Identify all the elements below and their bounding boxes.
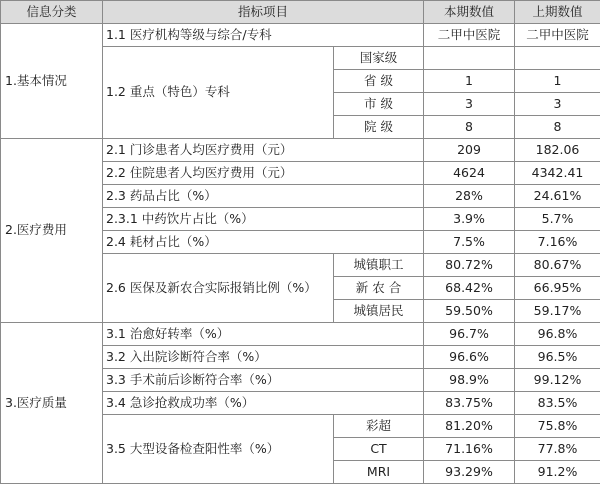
table-row <box>1 323 600 346</box>
previous-value: 83.5% <box>515 392 600 415</box>
sub-label: 省 级 <box>334 70 424 93</box>
indicator-cell: 3.2 入出院诊断符合率（%） <box>103 346 424 369</box>
previous-value: 24.61% <box>515 185 600 208</box>
current-value: 93.29% <box>424 461 515 484</box>
indicator-cell: 3.3 手术前后诊断符合率（%） <box>103 369 424 392</box>
previous-value: 66.95% <box>515 277 600 300</box>
header-current: 本期数值 <box>424 1 515 24</box>
sub-label: 城镇职工 <box>334 254 424 277</box>
current-value: 81.20% <box>424 415 515 438</box>
current-value: 59.50% <box>424 300 515 323</box>
indicator-cell: 2.3.1 中药饮片占比（%） <box>103 208 424 231</box>
indicator-cell: 3.4 急诊抢救成功率（%） <box>103 392 424 415</box>
table-row <box>1 24 600 47</box>
sub-label: 国家级 <box>334 47 424 70</box>
indicator-cell: 1.2 重点（特色）专科 <box>103 47 334 139</box>
previous-value <box>515 47 600 70</box>
sub-label: 彩超 <box>334 415 424 438</box>
category-cell: 2.医疗费用 <box>1 139 103 323</box>
previous-value: 75.8% <box>515 415 600 438</box>
sub-label: 市 级 <box>334 93 424 116</box>
indicator-cell: 2.4 耗材占比（%） <box>103 231 424 254</box>
current-value: 98.9% <box>424 369 515 392</box>
sub-label: 城镇居民 <box>334 300 424 323</box>
sub-label: 院 级 <box>334 116 424 139</box>
current-value: 68.42% <box>424 277 515 300</box>
sub-label: 新 农 合 <box>334 277 424 300</box>
header-indicator: 指标项目 <box>103 1 424 24</box>
current-value: 3.9% <box>424 208 515 231</box>
current-value: 83.75% <box>424 392 515 415</box>
previous-value: 8 <box>515 116 600 139</box>
indicator-cell: 2.6 医保及新农合实际报销比例（%） <box>103 254 334 323</box>
previous-value: 80.67% <box>515 254 600 277</box>
previous-value: 1 <box>515 70 600 93</box>
category-cell: 3.医疗质量 <box>1 323 103 484</box>
header-category: 信息分类 <box>1 1 103 24</box>
previous-value: 77.8% <box>515 438 600 461</box>
sub-label: CT <box>334 438 424 461</box>
previous-value: 4342.41 <box>515 162 600 185</box>
previous-value: 59.17% <box>515 300 600 323</box>
previous-value: 3 <box>515 93 600 116</box>
current-value: 二甲中医院 <box>424 24 515 47</box>
indicator-cell: 2.1 门诊患者人均医疗费用（元） <box>103 139 424 162</box>
current-value: 96.6% <box>424 346 515 369</box>
previous-value: 182.06 <box>515 139 600 162</box>
header-row <box>1 1 600 24</box>
current-value: 4624 <box>424 162 515 185</box>
previous-value: 二甲中医院 <box>515 24 600 47</box>
current-value: 8 <box>424 116 515 139</box>
current-value: 209 <box>424 139 515 162</box>
indicator-cell: 2.2 住院患者人均医疗费用（元） <box>103 162 424 185</box>
current-value: 96.7% <box>424 323 515 346</box>
table-row <box>1 139 600 162</box>
indicator-cell: 3.5 大型设备检查阳性率（%） <box>103 415 334 484</box>
current-value: 28% <box>424 185 515 208</box>
current-value: 1 <box>424 70 515 93</box>
category-cell: 1.基本情况 <box>1 24 103 139</box>
previous-value: 7.16% <box>515 231 600 254</box>
current-value: 71.16% <box>424 438 515 461</box>
current-value: 7.5% <box>424 231 515 254</box>
previous-value: 5.7% <box>515 208 600 231</box>
indicator-cell: 2.3 药品占比（%） <box>103 185 424 208</box>
current-value: 3 <box>424 93 515 116</box>
indicator-cell: 1.1 医疗机构等级与综合/专科 <box>103 24 424 47</box>
current-value <box>424 47 515 70</box>
previous-value: 91.2% <box>515 461 600 484</box>
indicator-cell: 3.1 治愈好转率（%） <box>103 323 424 346</box>
previous-value: 96.5% <box>515 346 600 369</box>
header-previous: 上期数值 <box>515 1 600 24</box>
previous-value: 99.12% <box>515 369 600 392</box>
current-value: 80.72% <box>424 254 515 277</box>
sub-label: MRI <box>334 461 424 484</box>
previous-value: 96.8% <box>515 323 600 346</box>
